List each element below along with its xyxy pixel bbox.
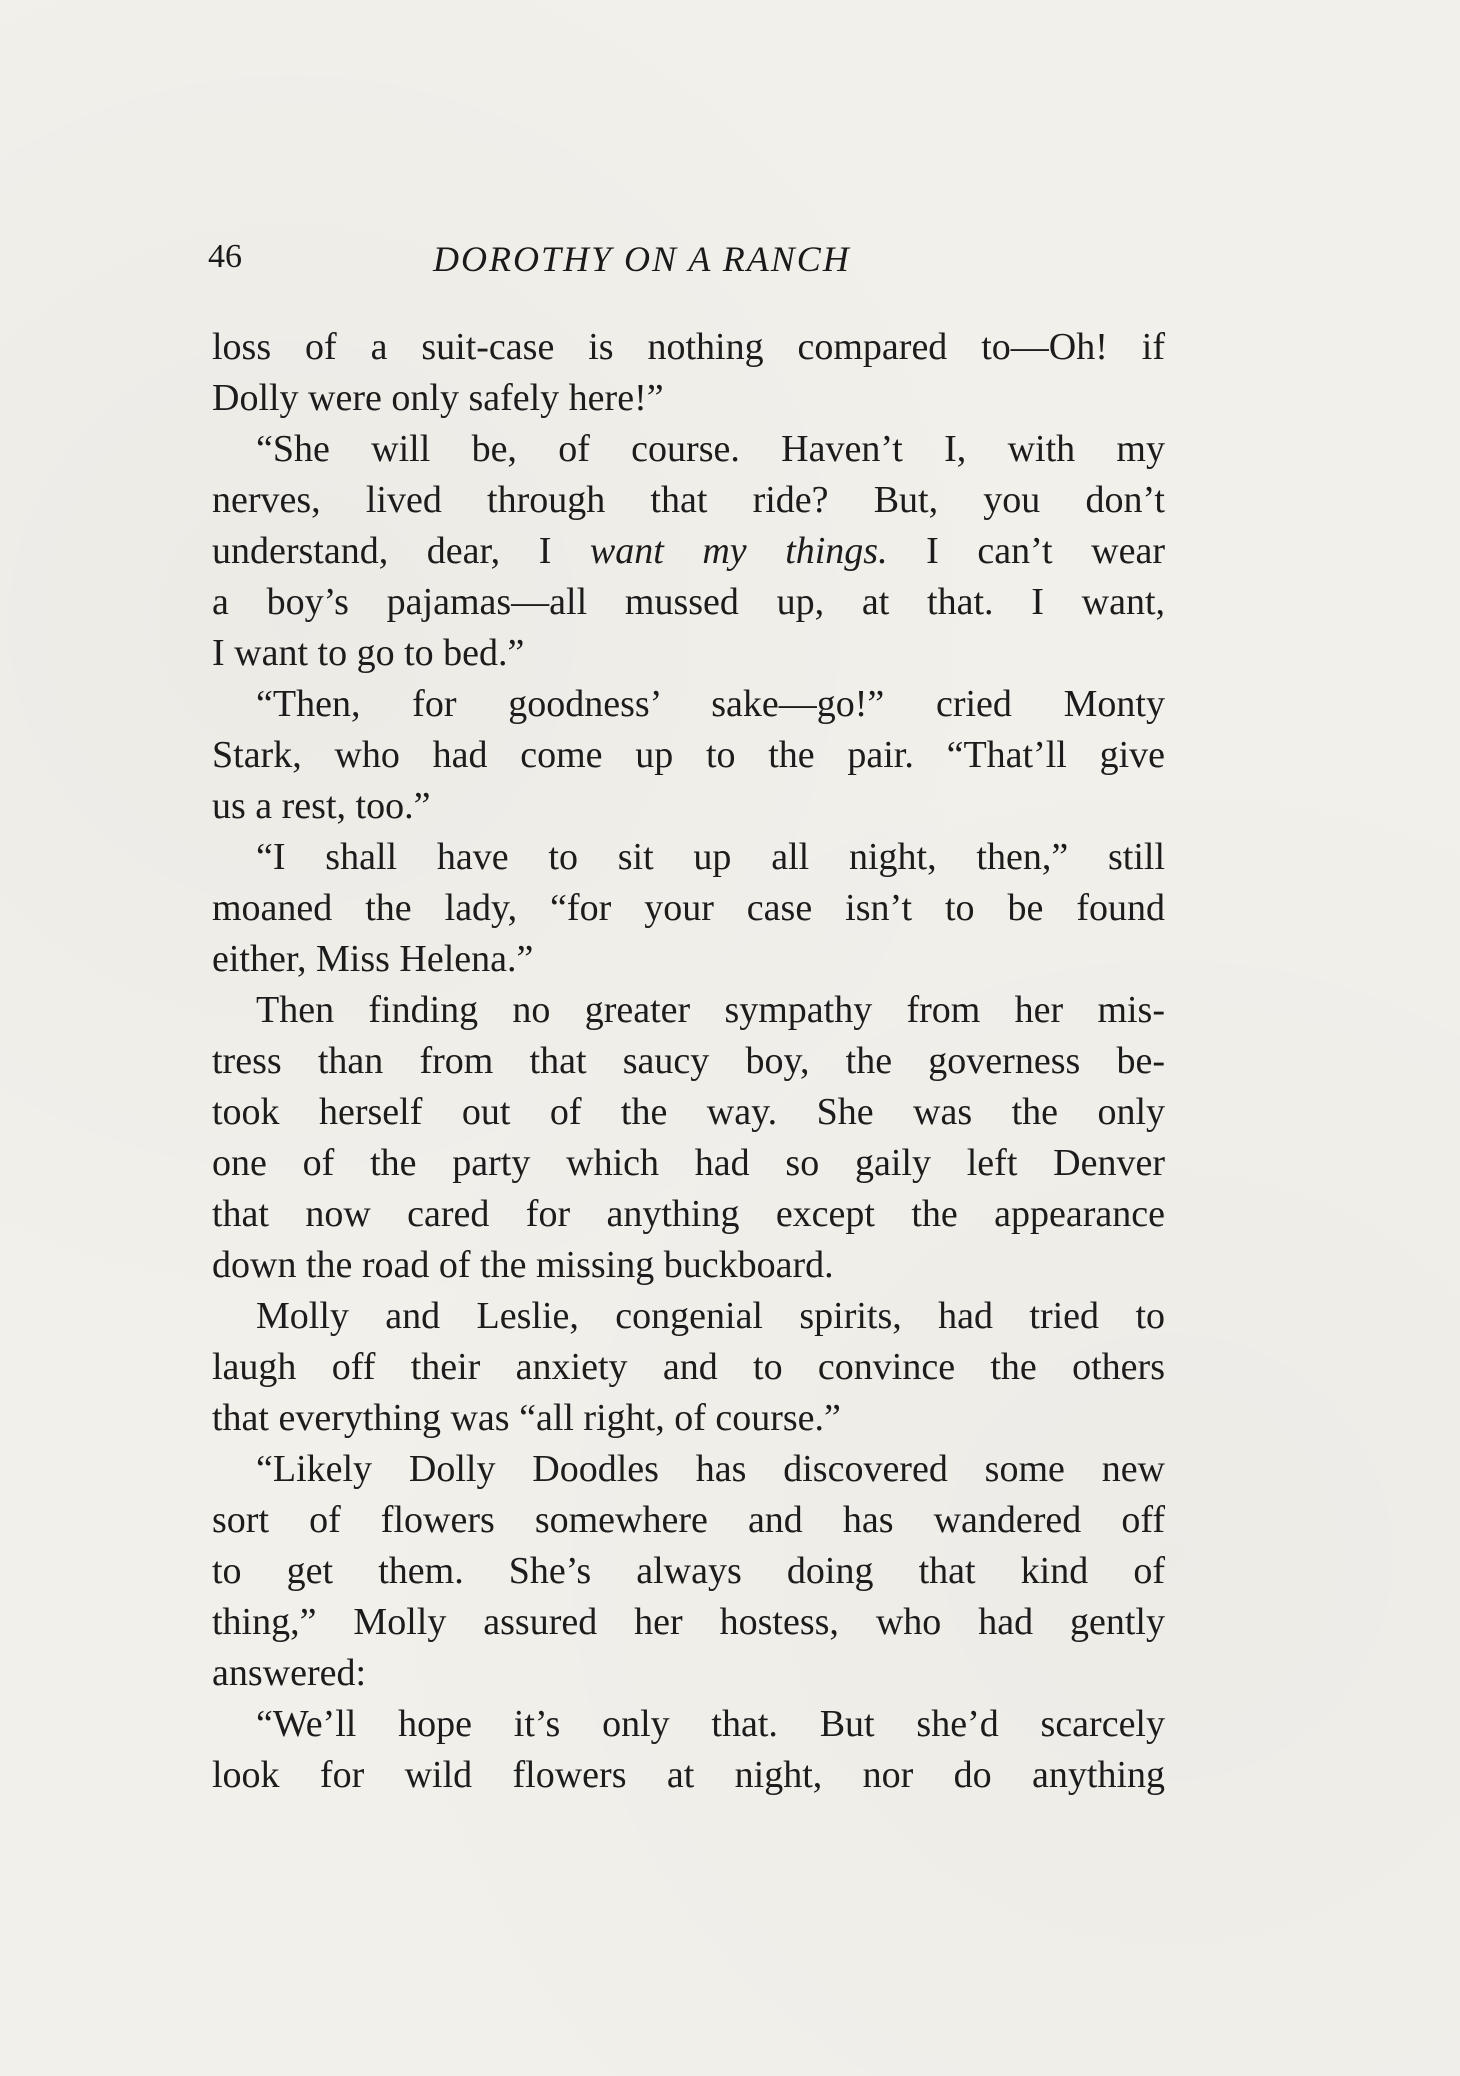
text-line: tress than from that saucy boy, the governess be- [212,1040,1165,1082]
text-line: laugh off their anxiety and to convince the others [212,1346,1165,1388]
text-line [212,526,1165,577]
italic-text: want my things. [589,530,888,572]
text-line: “Then, for goodness’ sake—go!” cried Monty [256,683,1165,725]
text-line: “Likely Dolly Doodles has discovered some new [256,1448,1165,1490]
text-line: “I shall have to sit up all night, then,” still [256,836,1165,878]
text-line: look for wild flowers at night, nor do anything [212,1754,1165,1796]
text-line: Then finding no greater sympathy from her mis- [256,989,1165,1031]
text-line: “We’ll hope it’s only that. But she’d scarcely [256,1703,1165,1745]
text-line: took herself out of the way. She was the only [212,1091,1165,1133]
text-line: Molly and Leslie, congenial spirits, had tried to [256,1295,1165,1337]
text-line: answered: [212,1652,367,1694]
text-segment: I can’t wear [887,530,1165,572]
text-line: down the road of the missing buckboard. [212,1244,834,1286]
text-line: loss of a suit-case is nothing compared to—Oh! if [212,326,1165,368]
text-line: to get them. She’s always doing that kind of [212,1550,1165,1592]
text-line: sort of flowers somewhere and has wandered off [212,1499,1165,1541]
text-line: one of the party which had so gaily left Denver [212,1142,1165,1184]
running-title: DOROTHY ON A RANCH [433,239,851,279]
text-line: Stark, who had come up to the pair. “That’ll give [212,734,1165,776]
text-line: that everything was “all right, of course.” [212,1397,841,1439]
text-line: either, Miss Helena.” [212,938,534,980]
text-line: us a rest, too.” [212,785,431,827]
text-line: a boy’s pajamas—all mussed up, at that. I want, [212,581,1165,623]
text-segment: understand, dear, I [212,530,590,572]
text-line: Dolly were only safely here!” [212,377,664,419]
text-line: I want to go to bed.” [212,632,525,674]
text-line: moaned the lady, “for your case isn’t to be found [212,887,1165,929]
page-header [208,238,1208,288]
body-text [212,322,1165,1801]
text-line: “She will be, of course. Haven’t I, with my [256,428,1165,470]
page-number: 46 [208,238,242,275]
text-line: nerves, lived through that ride? But, you don’t [212,479,1165,521]
text-line: thing,” Molly assured her hostess, who had gently [212,1601,1165,1643]
text-line: that now cared for anything except the appearance [212,1193,1165,1235]
